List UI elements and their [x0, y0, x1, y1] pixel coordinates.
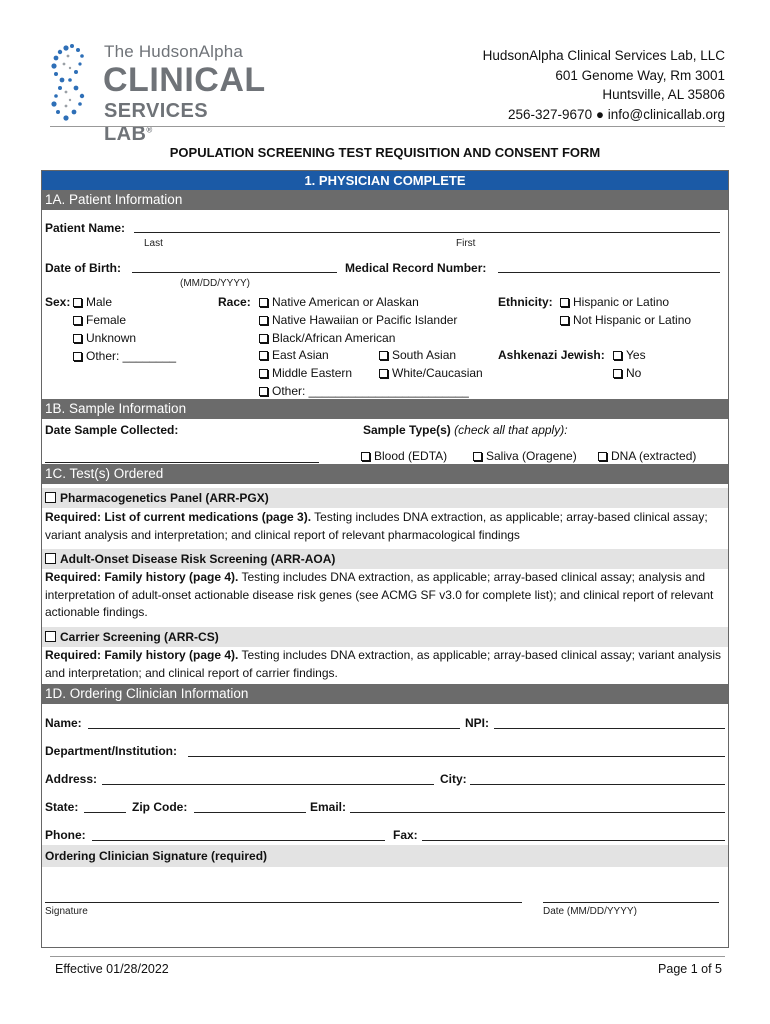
city-label: City: [440, 772, 467, 786]
ashkenazi-option-yes[interactable]: Yes [613, 348, 646, 362]
race-label: Race: [218, 295, 251, 309]
form-title: POPULATION SCREENING TEST REQUISITION AND CONSENT FORM [169, 145, 601, 160]
lab-city: Huntsville, AL 35806 [602, 87, 725, 102]
logo-line-1: The HudsonAlpha [104, 42, 244, 61]
checkbox-icon [598, 452, 607, 461]
dob-field[interactable] [132, 272, 337, 273]
fax-label: Fax: [393, 828, 418, 842]
footer-divider [50, 956, 725, 957]
hudsonalpha-logo [50, 38, 266, 145]
form-frame [41, 170, 729, 948]
race-option-native-hawaiian[interactable]: Native Hawaiian or Pacific Islander [259, 313, 457, 327]
last-name-hint: Last [144, 238, 163, 249]
zip-label: Zip Code: [132, 800, 188, 814]
signature-date-hint: Date (MM/DD/YYYY) [543, 906, 637, 917]
race-option-white[interactable]: White/Caucasian [379, 366, 483, 380]
ethnicity-label: Ethnicity: [498, 295, 553, 309]
section-physician-complete: 1. PHYSICIAN COMPLETE [42, 171, 728, 190]
lab-name: HudsonAlpha Clinical Services Lab, LLC [482, 48, 725, 63]
logo-line-2: CLINICAL [103, 61, 266, 99]
checkbox-icon [259, 369, 268, 378]
ashkenazi-option-no[interactable]: No [613, 366, 641, 380]
signature-field[interactable] [45, 902, 522, 903]
checkbox-icon [259, 351, 268, 360]
sex-option-unknown[interactable]: Unknown [73, 331, 136, 345]
dna-helix-icon [50, 42, 98, 122]
lab-street: 601 Genome Way, Rm 3001 [555, 67, 725, 83]
checkbox-icon [259, 298, 268, 307]
checkbox-icon [259, 387, 268, 396]
sex-option-female[interactable]: Female [73, 313, 126, 327]
sample-type-blood[interactable]: Blood (EDTA) [361, 449, 447, 463]
race-option-other[interactable]: Other: ________________________ [259, 384, 469, 398]
checkbox-icon [560, 298, 569, 307]
state-label: State: [45, 800, 79, 814]
test-aoa-description: Required: Family history (page 4). Testing includes DNA extraction, as applicable; array-based clinical assay; analysis and interpretation of adult-onset actionable disease risk genes (see ACMG SF v3.0 for complete list); and clinical report of relevant actionable findings. [45, 570, 714, 619]
department-field[interactable] [188, 756, 725, 757]
checkbox-icon [45, 553, 56, 564]
dob-label: Date of Birth: [45, 261, 121, 275]
checkbox-icon [259, 316, 268, 325]
checkbox-icon [73, 316, 82, 325]
clinician-name-field[interactable] [88, 728, 460, 729]
phone-field[interactable] [92, 840, 385, 841]
checkbox-icon [613, 369, 622, 378]
signature-header: Ordering Clinician Signature (required) [45, 849, 268, 863]
address-field[interactable] [102, 784, 434, 785]
patient-name-field[interactable] [134, 232, 720, 233]
checkbox-icon [45, 492, 56, 503]
date-collected-label: Date Sample Collected: [45, 423, 179, 437]
ethnicity-option-hispanic[interactable]: Hispanic or Latino [560, 295, 669, 309]
zip-field[interactable] [194, 812, 306, 813]
address-label: Address: [45, 772, 98, 786]
race-option-south-asian[interactable]: South Asian [379, 348, 456, 362]
npi-label: NPI: [465, 716, 489, 730]
ashkenazi-label: Ashkenazi Jewish: [498, 348, 605, 362]
sample-type-dna[interactable]: DNA (extracted) [598, 449, 696, 463]
logo-line-3: SERVICES LAB® [104, 100, 208, 145]
ethnicity-option-not-hispanic[interactable]: Not Hispanic or Latino [560, 313, 691, 327]
sample-info-header: 1B. Sample Information [42, 399, 728, 419]
checkbox-icon [73, 334, 82, 343]
tests-ordered-header: 1C. Test(s) Ordered [42, 464, 728, 484]
test-aoa-option[interactable]: Adult-Onset Disease Risk Screening (ARR-AOA) [45, 552, 335, 566]
sex-label: Sex: [45, 295, 71, 309]
npi-field[interactable] [494, 728, 725, 729]
race-option-black[interactable]: Black/African American [259, 331, 395, 345]
header-divider [50, 126, 725, 127]
email-label: Email: [310, 800, 347, 814]
mrn-field[interactable] [498, 272, 720, 273]
email-field[interactable] [350, 812, 725, 813]
department-label: Department/Institution: [45, 744, 177, 758]
sex-option-male[interactable]: Male [73, 295, 112, 309]
patient-info-header: 1A. Patient Information [42, 190, 728, 210]
effective-date: Effective 01/28/2022 [55, 962, 169, 976]
checkbox-icon [73, 298, 82, 307]
race-option-east-asian[interactable]: East Asian [259, 348, 329, 362]
test-pgx-option[interactable]: Pharmacogenetics Panel (ARR-PGX) [45, 491, 269, 505]
test-cs-description: Required: Family history (page 4). Testing includes DNA extraction, as applicable; array-based clinical assay; variant analysis and interpretation; and clinical report of carrier findings. [45, 648, 722, 680]
sex-option-other[interactable]: Other: ________ [73, 349, 176, 363]
lab-address-block [483, 46, 725, 124]
clinician-info-header: 1D. Ordering Clinician Information [42, 684, 728, 704]
checkbox-icon [613, 351, 622, 360]
date-collected-field[interactable] [45, 462, 319, 463]
test-cs-option[interactable]: Carrier Screening (ARR-CS) [45, 630, 219, 644]
fax-field[interactable] [422, 840, 725, 841]
first-name-hint: First [456, 238, 476, 249]
phone-label: Phone: [45, 828, 86, 842]
lab-contact: 256-327-9670 ● info@clinicallab.org [508, 106, 725, 122]
state-field[interactable] [84, 812, 126, 813]
race-option-middle-eastern[interactable]: Middle Eastern [259, 366, 352, 380]
checkbox-icon [73, 352, 82, 361]
checkbox-icon [560, 316, 569, 325]
checkbox-icon [379, 369, 388, 378]
clinician-name-label: Name: [45, 716, 82, 730]
signature-date-field[interactable] [543, 902, 719, 903]
sample-type-saliva[interactable]: Saliva (Oragene) [473, 449, 577, 463]
checkbox-icon [259, 334, 268, 343]
checkbox-icon [473, 452, 482, 461]
dob-hint: (MM/DD/YYYY) [180, 278, 250, 289]
checkbox-icon [379, 351, 388, 360]
city-field[interactable] [470, 784, 725, 785]
page-number: Page 1 of 5 [658, 962, 722, 976]
checkbox-icon [361, 452, 370, 461]
mrn-label: Medical Record Number: [345, 261, 487, 275]
signature-hint: Signature [45, 906, 88, 917]
patient-name-label: Patient Name: [45, 221, 126, 235]
test-pgx-description: Required: List of current medications (page 3). Testing includes DNA extraction, as applicable; array-based clinical assay; variant analysis and interpretation; and clinical report of relevant pharmacological findings [45, 510, 708, 542]
checkbox-icon [45, 631, 56, 642]
sample-type-label: Sample Type(s) (check all that apply): [363, 423, 568, 437]
race-option-native-american[interactable]: Native American or Alaskan [259, 295, 419, 309]
